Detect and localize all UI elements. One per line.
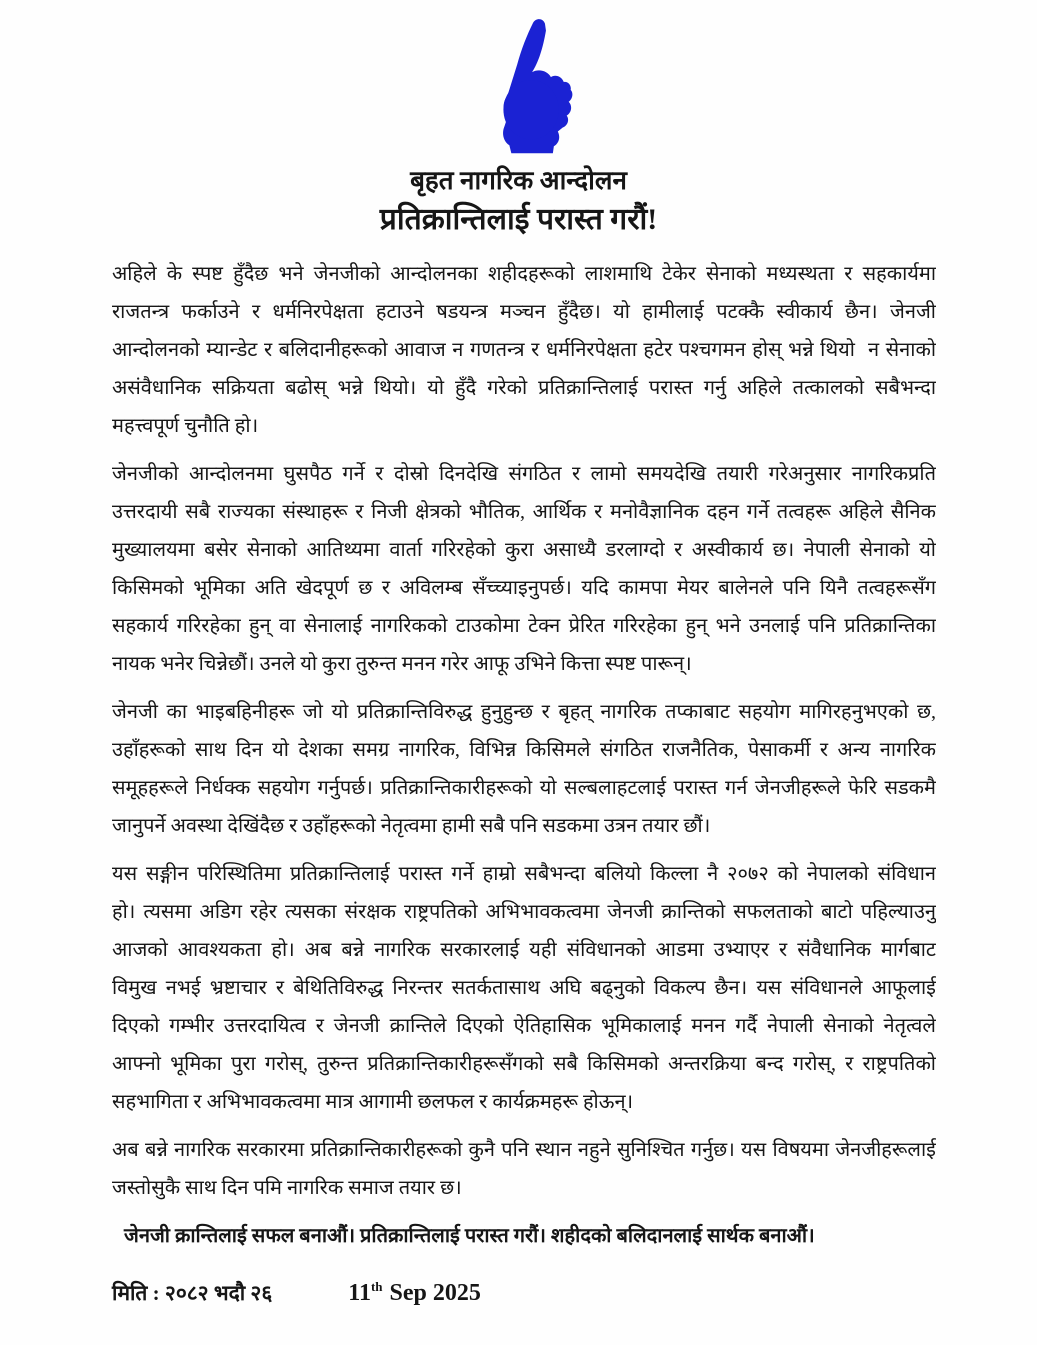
statement-line: सहभागिता र अभिभावकत्वमा मात्र आगामी छलफल र कार्यक्रमहरू होऊन्। [112, 1091, 634, 1113]
statement-line: नायक भनेर चिन्नेछौं। उनले यो कुरा तुरुन्त मनन गरेर आफू उभिने कित्ता स्पष्ट पारून्। [112, 653, 692, 675]
statement-line: महत्त्वपूर्ण चुनौति हो। [112, 415, 259, 437]
statement-line: उहाँहरूको साथ दिन यो देशका समग्र नागरिक, विभिन्न किसिमले संगठित राजनैतिक, पेसाकर्मी र अन्य नागरिक [112, 739, 936, 761]
statement-line: आन्दोलनको म्यान्डेट र बलिदानीहरूको आवाज न गणतन्त्र र धर्मनिरपेक्षता हटेर पश्चगमन होस् भन्ने थियो न सेनाको [112, 339, 936, 361]
statement-line: जेनजी का भाइबहिनीहरू जो यो प्रतिक्रान्तिविरुद्ध हुनुहुन्छ र बृहत् नागरिक तप्काबाट सहयोग मागिरहनुभएको छ, [112, 701, 936, 723]
closing-slogan: जेनजी क्रान्तिलाई सफल बनाऔं। प्रतिक्रान्तिलाई परास्त गरौं। शहीदको बलिदानलाई सार्थक बनाऔं। [124, 1225, 815, 1247]
paragraph-3 [112, 693, 936, 845]
date-line [112, 1265, 936, 1309]
statement-line: जस्तोसुकै साथ दिन पमि नागरिक समाज तयार छ। [112, 1177, 462, 1199]
statement-line: अहिले के स्पष्ट हुँदैछ भने जेनजीको आन्दोलनका शहीदहरूको लाशमाथि टेकेर सेनाको मध्यस्थता र सहकार्यमा [112, 263, 936, 285]
statement-line: आजको आवश्यकता हो। अब बन्ने नागरिक सरकारलाई यही संविधानको आडमा उभ्याएर र संवैधानिक मार्गबाट [112, 939, 936, 961]
statement-line: यस सङ्गीन परिस्थितिमा प्रतिक्रान्तिलाई परास्त गर्ने हाम्रो सबैभन्दा बलियो किल्ला नै २०७२ को नेपालको संविधान [112, 863, 936, 885]
raised-index-finger-hand-icon [452, 14, 630, 154]
paragraph-1 [112, 255, 936, 445]
statement-line: उत्तरदायी सबै राज्यका संस्थाहरू र निजी क्षेत्रको भौतिक, आर्थिक र मनोवैज्ञानिक दहन गर्ने तत्वहरू अहिले सैनिक [112, 501, 936, 523]
english-date-rest: Sep 2025 [389, 1280, 481, 1306]
headline-slogan: प्रतिक्रान्तिलाई परास्त गरौं! [379, 203, 658, 236]
statement-line: मुख्यालयमा बसेर सेनाको आतिथ्यमा वार्ता गरिरहेको कुरा असाध्यै डरलाग्दो र अस्वीकार्य छ। नेपाली सेनाको यो [112, 539, 936, 561]
statement-body [112, 255, 936, 1309]
nepali-date: मिति : २०८२ भदौ २६ [112, 1281, 273, 1305]
statement-line: असंवैधानिक सक्रियता बढोस् भन्ने थियो। यो हुँदै गरेको प्रतिक्रान्तिलाई परास्त गर्नु अहिले तत्कालको सबैभन्दा [112, 377, 936, 399]
paragraph-5 [112, 1131, 936, 1207]
english-date [348, 1280, 481, 1306]
statement-line: अब बन्ने नागरिक सरकारमा प्रतिक्रान्तिकारीहरूको कुनै पनि स्थान नहुने सुनिश्चित गर्नुछ। यस विषयमा जेनजीहरूलाई [112, 1139, 936, 1161]
statement-line: दिएको गम्भीर उत्तरदायित्व र जेनजी क्रान्तिले दिएको ऐतिहासिक भूमिकालाई मनन गर्दै नेपाली सेनाको नेतृत्वले [112, 1015, 936, 1037]
statement-line: हो। त्यसमा अडिग रहेर त्यसका संरक्षक राष्ट्रपतिको अभिभावकत्वमा जेनजी क्रान्तिको सफलताको बाटो पहिल्याउनु [112, 901, 936, 923]
english-date-day: 11 [348, 1280, 371, 1306]
statement-line: आफ्नो भूमिका पुरा गरोस्, तुरुन्त प्रतिक्रान्तिकारीहरूसँगको सबै किसिमको अन्तरक्रिया बन्द गरोस्, र राष्ट्रपतिको [112, 1053, 936, 1075]
paragraph-4 [112, 855, 936, 1121]
statement-line: विमुख नभई भ्रष्टाचार र बेथितिविरुद्ध निरन्तर सतर्कतासाथ अघि बढ्नुको विकल्प छैन। यस संविधानले आफूलाई [112, 977, 936, 999]
english-date-ordinal: th [370, 1279, 383, 1294]
org-name: बृहत नागरिक आन्दोलन [410, 166, 627, 195]
statement-line: जेनजीको आन्दोलनमा घुसपैठ गर्ने र दोस्रो दिनदेखि संगठित र लामो समयदेखि तयारी गरेअनुसार नागरिकप्रति [112, 463, 936, 485]
statement-line: जानुपर्ने अवस्था देखिंदैछ र उहाँहरूको नेतृत्वमा हामी सबै पनि सडकमा उत्रन तयार छौं। [112, 815, 711, 837]
statement-line: समूहहरूले निर्धक्क सहयोग गर्नुपर्छ। प्रतिक्रान्तिकारीहरूको यो सल्बलाहटलाई परास्त गर्न जेनजीहरूले फेरि सडकमै [112, 777, 936, 799]
statement-line: सहकार्य गरिरहेका हुन् वा सेनालाई नागरिकको टाउकोमा टेक्न प्रेरित गरिरहेका हुन् भने उनलाई पनि प्रतिक्रान्तिका [112, 615, 936, 637]
statement-line: किसिमको भूमिका अति खेदपूर्ण छ र अविलम्ब सँच्च्याइनुपर्छ। यदि कामपा मेयर बालेनले पनि यिनै तत्वहरूसँग [112, 577, 936, 599]
movement-logo [452, 14, 630, 154]
statement-line: राजतन्त्र फर्काउने र धर्मनिरपेक्षता हटाउने षडयन्त्र मञ्चन हुँदैछ। यो हामीलाई पटक्कै स्वीकार्य छैन। जेनजी [112, 301, 936, 323]
paragraph-2 [112, 455, 936, 683]
